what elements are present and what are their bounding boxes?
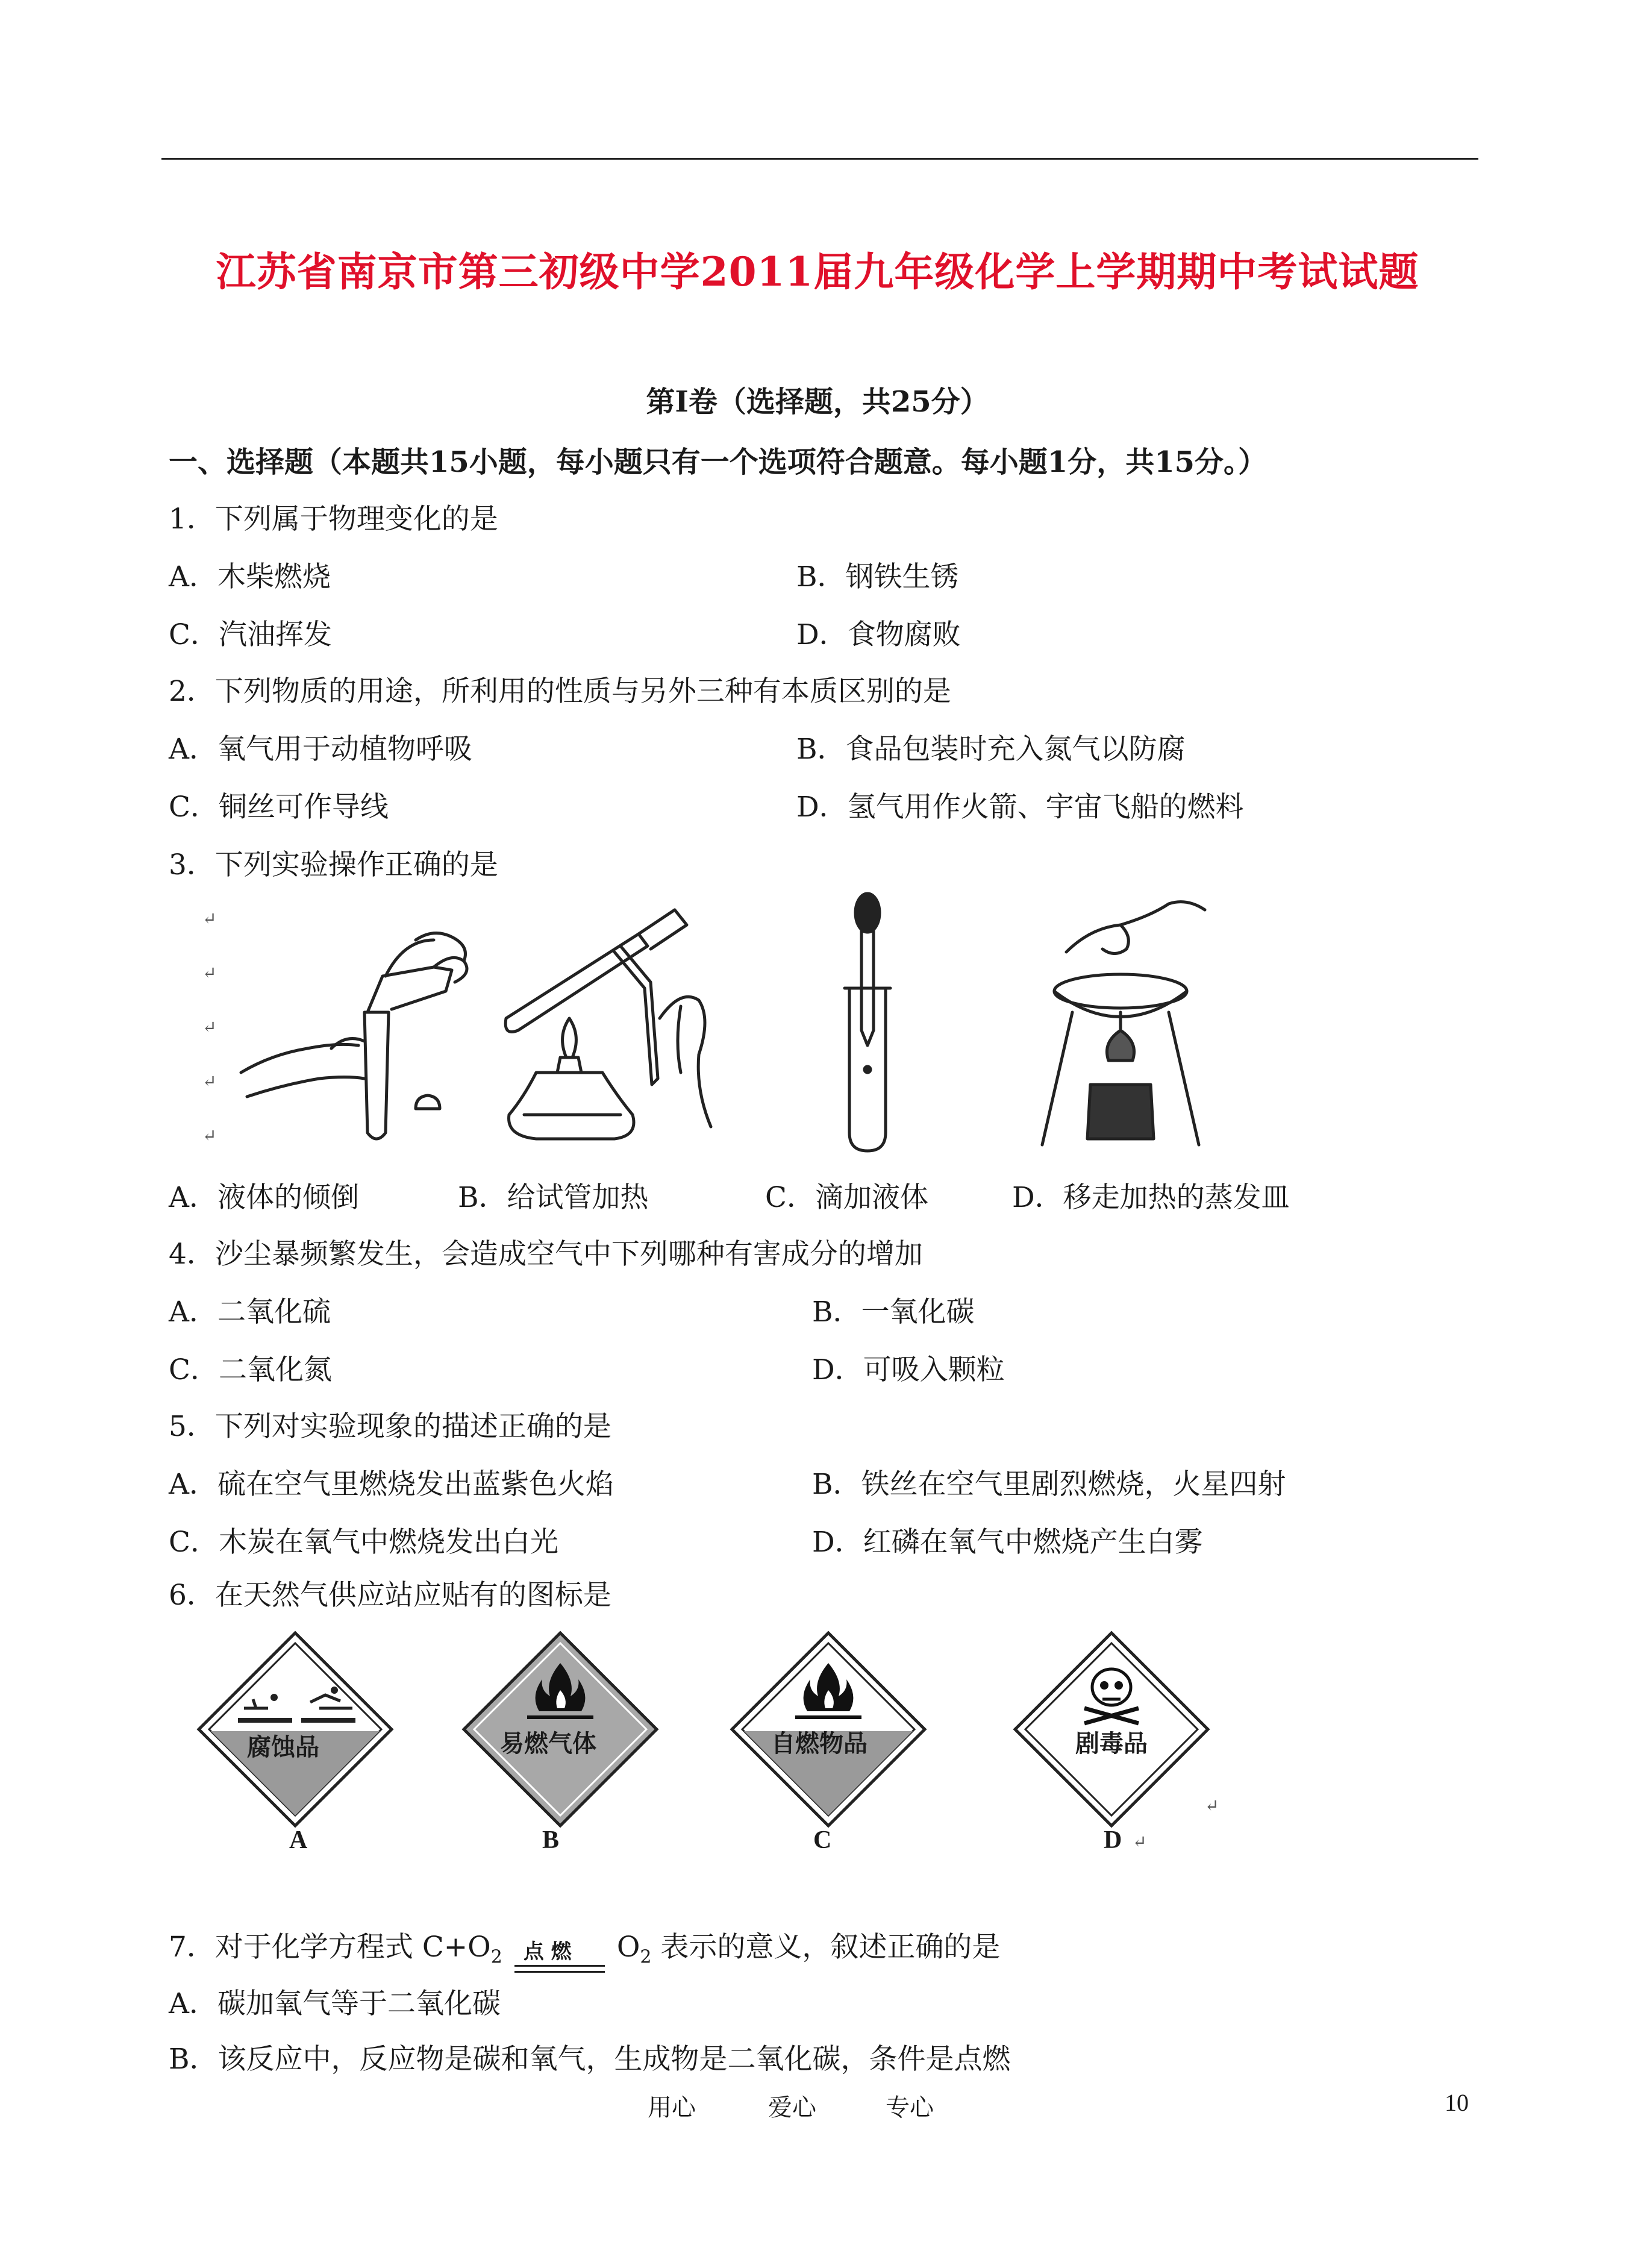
evaporating-dish-illustration: [1030, 892, 1229, 1157]
sign-b-letter: B: [542, 1826, 560, 1854]
q7-stem-suffix: 表示的意义，叙述正确的是: [651, 1931, 1001, 1964]
q4-option-b: B．一氧化碳: [812, 1295, 975, 1329]
q3-stem: 3．下列实验操作正确的是: [169, 848, 498, 882]
sign-a-letter: A: [289, 1826, 308, 1854]
dropper-illustration: [825, 892, 916, 1157]
return-mark: ↵: [202, 1017, 217, 1037]
q1-stem: 1．下列属于物理变化的是: [169, 503, 498, 536]
page-title: 江苏省南京市第三初级中学2011届九年级化学上学期期中考试试题: [216, 248, 1419, 295]
sign-d-label: 剧毒品: [1075, 1730, 1148, 1757]
q5-option-b: B．铁丝在空气里剧烈燃烧，火星四射: [812, 1468, 1286, 1501]
reaction-condition: 点 燃: [523, 1940, 572, 1964]
part-heading: 一、选择题（本题共15小题，每小题只有一个选项符合题意。每小题1分，共15分。）: [169, 445, 1267, 479]
test-tube-heating-illustration: [500, 898, 753, 1151]
q2-stem: 2．下列物质的用途，所利用的性质与另外三种有本质区别的是: [169, 675, 951, 708]
return-mark: ↵: [1205, 1796, 1219, 1815]
q5-stem: 5．下列对实验现象的描述正确的是: [169, 1410, 611, 1443]
q5-option-c: C．木炭在氧气中燃烧发出白光: [169, 1526, 558, 1559]
q6-stem: 6．在天然气供应站应贴有的图标是: [169, 1579, 611, 1612]
q4-option-c: C．二氧化氮: [169, 1353, 332, 1386]
sign-b-label: 易燃气体: [500, 1730, 596, 1757]
footer-word-3: 专心: [886, 2094, 934, 2122]
sign-d-letter: D: [1104, 1826, 1122, 1854]
q7-subscript: 2: [490, 1946, 502, 1968]
q3-option-b: B．给试管加热: [458, 1181, 649, 1214]
q7-product: O: [616, 1931, 640, 1964]
q7-stem: [169, 1925, 1000, 1967]
sign-c-label: 自燃物品: [771, 1730, 868, 1757]
q1-option-c: C．汽油挥发: [169, 618, 332, 651]
return-mark: ↵: [202, 1071, 217, 1091]
q5-option-d: D．红磷在氧气中燃烧产生白雾: [812, 1526, 1203, 1559]
footer-word-1: 用心: [648, 2094, 696, 2122]
q2-option-d: D．氢气用作火箭、宇宙飞船的燃料: [796, 791, 1244, 824]
q2-option-c: C．铜丝可作导线: [169, 791, 389, 824]
page-number: 10: [1445, 2089, 1469, 2116]
q4-option-a: A．二氧化硫: [169, 1295, 331, 1329]
q3-option-a: A．液体的倾倒: [169, 1181, 359, 1214]
q7-option-a: A．碳加氧气等于二氧化碳: [169, 1987, 501, 2020]
sign-c-letter: C: [813, 1826, 832, 1854]
q2-option-a: A．氧气用于动植物呼吸: [169, 733, 472, 766]
section-title: 第Ⅰ卷（选择题，共25分）: [646, 385, 989, 419]
q5-option-a: A．硫在空气里燃烧发出蓝紫色火焰: [169, 1468, 614, 1501]
return-mark: ↵: [202, 909, 217, 929]
q3-option-d: D．移走加热的蒸发皿: [1012, 1181, 1290, 1214]
q1-option-b: B．钢铁生锈: [796, 560, 959, 594]
footer-word-2: 爱心: [768, 2094, 816, 2122]
return-mark: ↵: [202, 963, 217, 983]
return-mark: ↵: [202, 1126, 217, 1145]
return-mark: ↵: [1133, 1832, 1147, 1852]
q3-option-c: C．滴加液体: [765, 1181, 928, 1214]
header-rule: [161, 158, 1478, 160]
liquid-pouring-illustration: [235, 904, 488, 1145]
q7-option-b: B．该反应中，反应物是碳和氧气，生成物是二氧化碳，条件是点燃: [169, 2043, 1011, 2076]
q4-option-d: D．可吸入颗粒: [812, 1353, 1005, 1386]
q4-stem: 4．沙尘暴频繁发生，会造成空气中下列哪种有害成分的增加: [169, 1238, 923, 1271]
q1-option-a: A．木柴燃烧: [169, 560, 331, 594]
q1-option-d: D．食物腐败: [796, 618, 961, 651]
q7-stem-prefix: 7．对于化学方程式 C+O: [169, 1931, 491, 1964]
q2-option-b: B．食品包装时充入氮气以防腐: [796, 733, 1186, 766]
q7-product-subscript: 2: [640, 1946, 652, 1968]
sign-a-label: 腐蚀品: [247, 1734, 319, 1761]
